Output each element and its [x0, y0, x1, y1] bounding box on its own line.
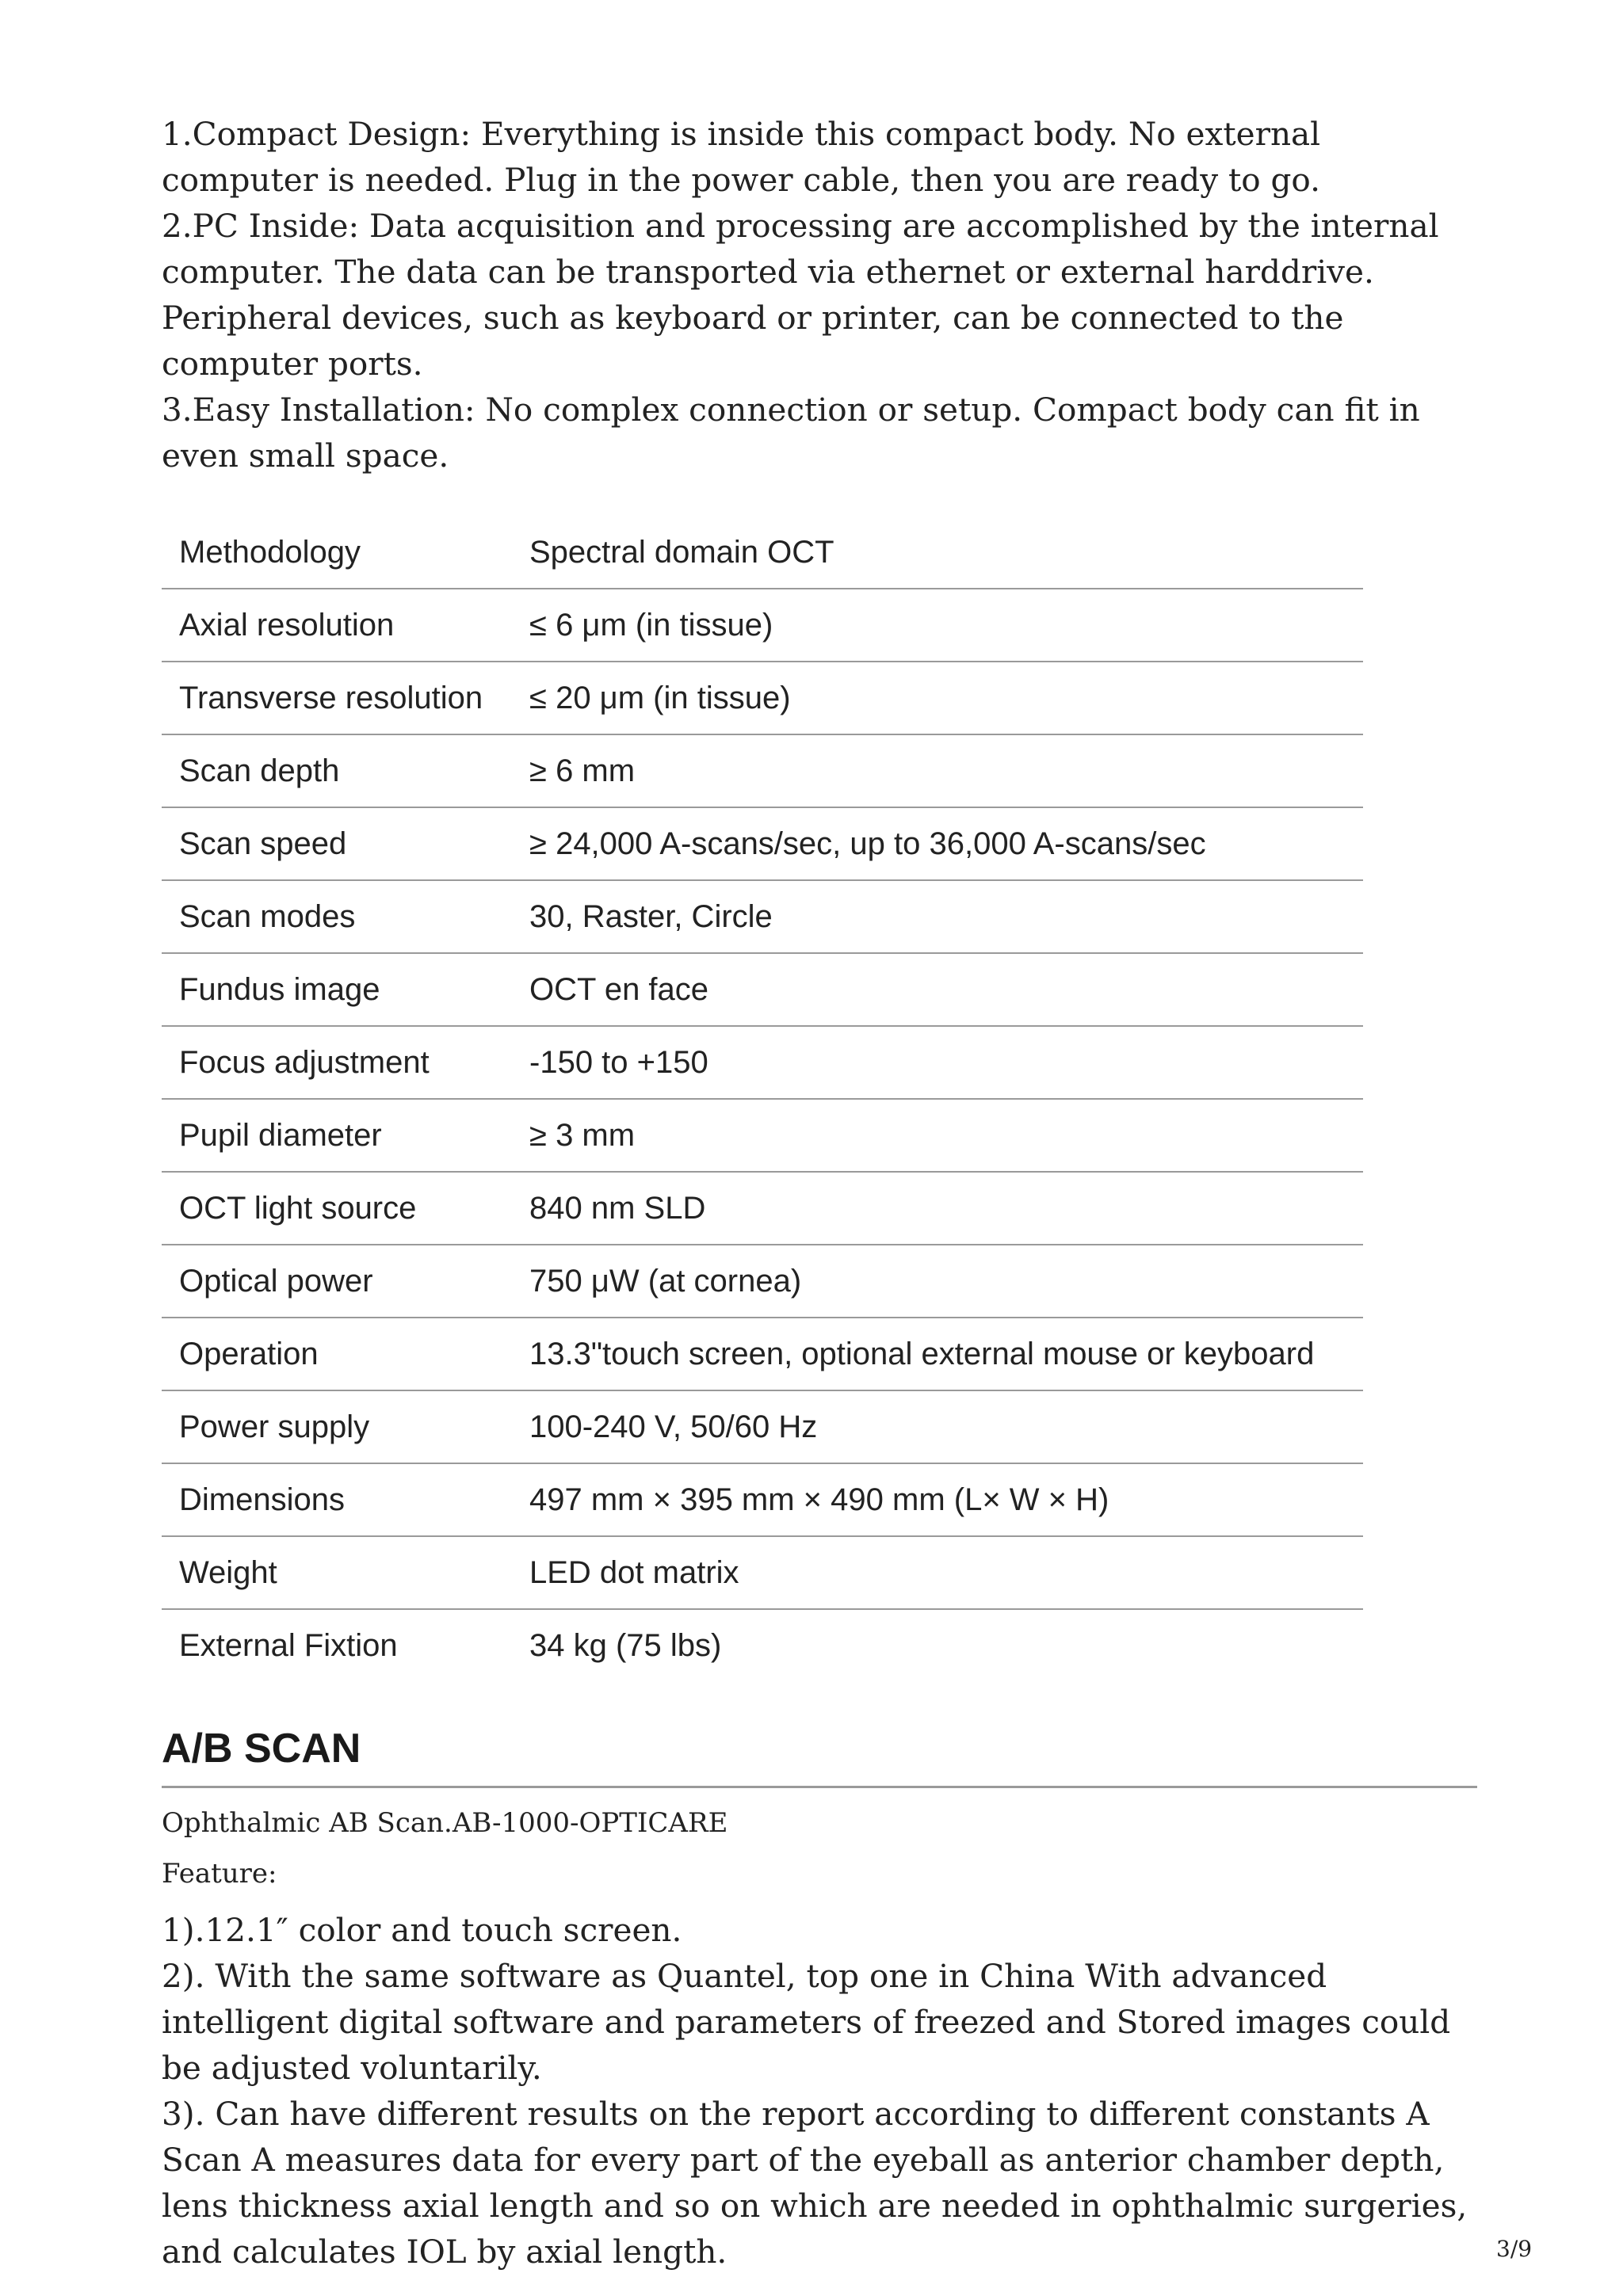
spec-label: Dimensions [162, 1463, 512, 1536]
list-item: 3). Can have different results on the report according to different constants A Scan A measures data for every part of the eyeball as anterior chamber depth, lens thickness axial length and so on which are needed in ophthalmic surgeries, and calculates IOL by axial length. [162, 2095, 1468, 2271]
spec-value: OCT en face [512, 953, 1363, 1026]
document-page [162, 111, 1477, 2275]
spec-value: LED dot matrix [512, 1536, 1363, 1609]
spec-label: Weight [162, 1536, 512, 1609]
spec-value: ≤ 20 μm (in tissue) [512, 662, 1363, 734]
feature-list [162, 1907, 1477, 2275]
spec-value: ≥ 6 mm [512, 734, 1363, 807]
table-row [162, 1463, 1363, 1536]
intro-item-compact-design: 1.Compact Design: Everything is inside this compact body. No external computer is needed. Plug in the power cable, then you are ready to go. [162, 115, 1321, 199]
table-row [162, 662, 1363, 734]
spec-value: 100-240 V, 50/60 Hz [512, 1390, 1363, 1463]
spec-value: -150 to +150 [512, 1026, 1363, 1099]
spec-table [162, 517, 1363, 1681]
table-row [162, 1536, 1363, 1609]
spec-label: OCT light source [162, 1172, 512, 1245]
table-row [162, 1026, 1363, 1099]
table-row [162, 1099, 1363, 1172]
table-row [162, 517, 1363, 589]
table-row [162, 1390, 1363, 1463]
spec-label: Power supply [162, 1390, 512, 1463]
table-row [162, 589, 1363, 662]
spec-label: Focus adjustment [162, 1026, 512, 1099]
spec-label: Scan depth [162, 734, 512, 807]
spec-value: ≥ 24,000 A-scans/sec, up to 36,000 A-scans/sec [512, 807, 1363, 880]
table-row [162, 807, 1363, 880]
spec-value: 750 μW (at cornea) [512, 1245, 1363, 1318]
spec-value: Spectral domain OCT [529, 534, 834, 570]
intro-features [162, 111, 1477, 479]
section-heading: A/B SCAN [162, 1721, 1477, 1788]
table-row [162, 1172, 1363, 1245]
spec-label: Transverse resolution [162, 662, 512, 734]
spec-label: Operation [162, 1318, 512, 1390]
intro-item-easy-installation: 3.Easy Installation: No complex connection or setup. Compact body can fit in even small space. [162, 391, 1420, 475]
spec-label: External Fixtion [162, 1609, 512, 1681]
spec-value: ≥ 3 mm [512, 1099, 1363, 1172]
spec-label: Optical power [162, 1245, 512, 1318]
spec-label: Scan speed [162, 807, 512, 880]
table-row [162, 1609, 1363, 1681]
spec-value: 840 nm SLD [512, 1172, 1363, 1245]
list-item: 2). With the same software as Quantel, top one in China With advanced intelligent digital software and parameters of freezed and Stored images could be adjusted voluntarily. [162, 1957, 1451, 2087]
spec-label: Scan modes [162, 880, 512, 953]
spec-label: Methodology [179, 534, 361, 570]
list-item: 1).12.1″ color and touch screen. [162, 1911, 682, 1949]
spec-label: Axial resolution [162, 589, 512, 662]
table-row [162, 1245, 1363, 1318]
page-number: 3/9 [1496, 2236, 1533, 2262]
spec-label: Pupil diameter [162, 1099, 512, 1172]
table-row [162, 1318, 1363, 1390]
spec-value: ≤ 6 μm (in tissue) [512, 589, 1363, 662]
spec-label: Fundus image [162, 953, 512, 1026]
feature-label: Feature: [162, 1858, 277, 1890]
spec-value: 13.3"touch screen, optional external mouse or keyboard [512, 1318, 1363, 1390]
table-row [162, 734, 1363, 807]
spec-value: 497 mm × 395 mm × 490 mm (L× W × H) [512, 1463, 1363, 1536]
intro-item-pc-inside: 2.PC Inside: Data acquisition and processing are accomplished by the internal computer. The data can be transported via ethernet or external harddrive. Peripheral devices, such as keyboard or printer, can be connected to the computer ports. [162, 207, 1439, 383]
spec-value: 30, Raster, Circle [512, 880, 1363, 953]
table-row [162, 880, 1363, 953]
spec-value: 34 kg (75 lbs) [512, 1609, 1363, 1681]
product-subtitle: Ophthalmic AB Scan.AB-1000-OPTICARE [162, 1807, 728, 1839]
table-row [162, 953, 1363, 1026]
